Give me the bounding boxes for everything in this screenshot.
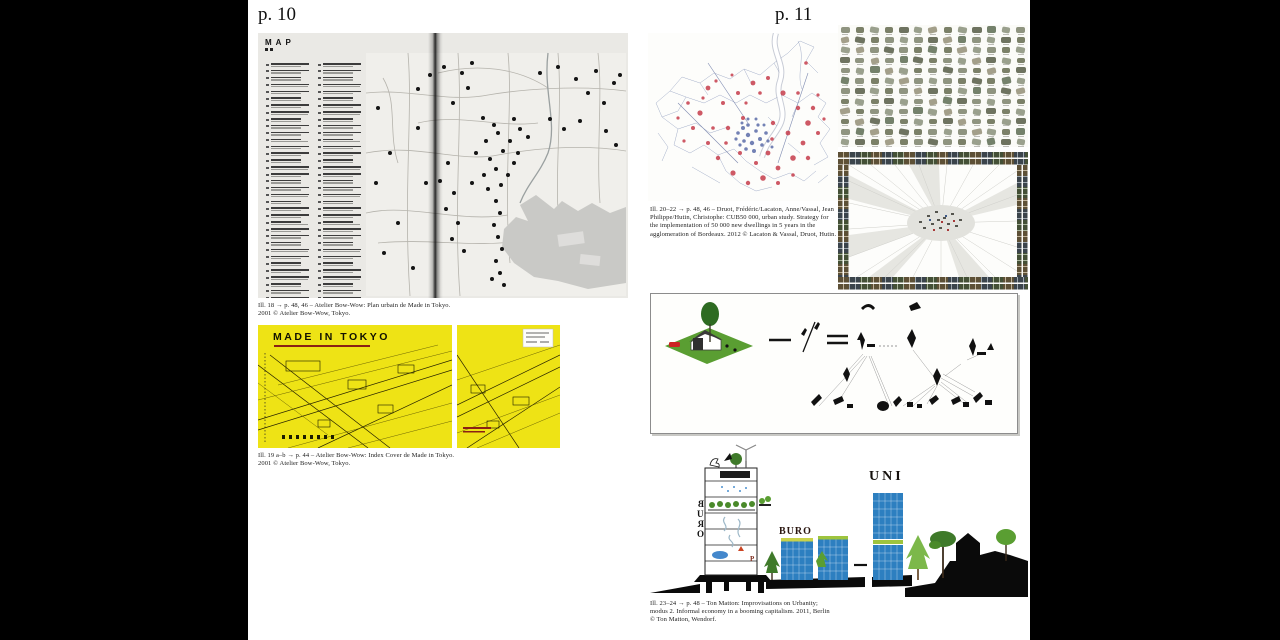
urbanity-drawing — [650, 443, 1028, 597]
building-thumbnail — [1013, 66, 1028, 76]
building-thumbnail — [867, 97, 882, 107]
made-in-tokyo-title: MADE IN TOKYO — [273, 331, 390, 343]
building-thumbnail — [984, 137, 999, 147]
made-in-tokyo-cover-a — [258, 325, 452, 448]
building-thumbnail — [999, 76, 1014, 86]
building-thumbnail — [970, 117, 985, 127]
building-thumbnail — [926, 56, 941, 66]
building-thumbnail — [1013, 56, 1028, 66]
building-thumbnail — [970, 35, 985, 45]
building-thumbnail — [926, 127, 941, 137]
building-thumbnail — [984, 117, 999, 127]
building-thumbnail — [853, 35, 868, 45]
page-number-right: p. 11 — [775, 4, 813, 25]
building-thumbnail — [853, 45, 868, 55]
building-thumbnail — [882, 137, 897, 147]
caption-ill19 — [258, 452, 454, 468]
made-in-tokyo-cover-b — [457, 325, 560, 448]
building-thumbnail — [970, 86, 985, 96]
building-thumbnail — [926, 97, 941, 107]
building-thumbnail — [867, 66, 882, 76]
building-thumbnail — [1013, 86, 1028, 96]
building-thumbnail — [984, 76, 999, 86]
building-thumbnail — [1013, 45, 1028, 55]
building-thumbnail — [1013, 35, 1028, 45]
photo-strip-top — [838, 152, 1028, 165]
building-thumbnail — [940, 117, 955, 127]
building-thumbnail — [970, 97, 985, 107]
building-thumbnail — [970, 76, 985, 86]
building-thumbnail — [999, 45, 1014, 55]
building-thumbnail — [911, 76, 926, 86]
building-thumbnail — [838, 97, 853, 107]
building-thumbnail — [926, 137, 941, 147]
building-thumbnail — [853, 107, 868, 117]
building-thumbnail — [984, 56, 999, 66]
building-thumbnail — [896, 25, 911, 35]
building-thumbnail — [838, 76, 853, 86]
building-thumbnail — [984, 127, 999, 137]
caption-line: modus 2. Informal economy in a booming capitalism. 2011, Berlin — [650, 608, 830, 616]
building-thumbnail — [867, 35, 882, 45]
building-thumbnail — [970, 56, 985, 66]
building-thumbnail — [955, 56, 970, 66]
building-thumbnail — [867, 107, 882, 117]
building-thumbnail — [999, 35, 1014, 45]
building-thumbnail — [940, 97, 955, 107]
building-thumbnail — [984, 86, 999, 96]
building-thumbnail — [970, 137, 985, 147]
uni-tower-label: UNI — [869, 469, 904, 484]
building-thumbnail — [999, 86, 1014, 96]
building-thumbnail — [853, 97, 868, 107]
building-thumbnail — [955, 35, 970, 45]
building-thumbnail — [853, 117, 868, 127]
urbanity-section-illustration-figure — [650, 443, 1028, 597]
building-thumbnail — [911, 66, 926, 76]
building-thumbnail — [896, 97, 911, 107]
caption-ill20-22 — [650, 206, 850, 239]
building-thumbnail — [896, 66, 911, 76]
photo-strip-left — [838, 165, 849, 277]
building-thumbnail — [882, 76, 897, 86]
building-thumbnail — [838, 107, 853, 117]
building-thumbnail — [926, 86, 941, 96]
caption-line: agglomeration of Bordeaux. 2012 © Lacaton & Vassal, Druot, Hutin. — [650, 230, 837, 238]
building-thumbnail — [970, 25, 985, 35]
caption-line: Ill. 20–22 → p. 48, 46 – Druot, Frédéric/Lacaton, Anne/Vassal, Jean — [650, 206, 834, 213]
improvisation-diagram-box-figure — [650, 293, 1018, 434]
building-thumbnail — [911, 35, 926, 45]
building-thumbnail — [896, 117, 911, 127]
building-thumbnail — [911, 107, 926, 117]
building-thumbnail — [940, 76, 955, 86]
building-thumbnail — [896, 127, 911, 137]
building-thumbnail — [940, 86, 955, 96]
building-thumbnail — [911, 137, 926, 147]
building-thumbnail — [940, 35, 955, 45]
building-thumbnail — [882, 107, 897, 117]
building-thumbnail — [940, 66, 955, 76]
building-thumbnail — [955, 107, 970, 117]
building-thumbnail — [940, 45, 955, 55]
building-thumbnail — [896, 35, 911, 45]
building-thumbnail — [838, 35, 853, 45]
building-thumbnail — [882, 86, 897, 96]
building-thumbnail — [882, 66, 897, 76]
building-thumbnail — [984, 35, 999, 45]
caption-ill23-24 — [650, 600, 880, 625]
caption-line: Philippe/Hutin, Christophe: CUB50 000, urban study. Strategy for — [650, 214, 829, 222]
building-thumbnail — [1013, 117, 1028, 127]
photo-strip-right — [1017, 165, 1028, 277]
building-thumbnail — [1013, 127, 1028, 137]
building-thumbnail — [955, 117, 970, 127]
building-thumbnail — [867, 76, 882, 86]
tokyo-map-spread-figure — [258, 33, 628, 298]
building-thumbnail — [970, 45, 985, 55]
caption-line: Ill. 18 → p. 48, 46 – Atelier Bow-Wow: Plan urbain de Made in Tokyo. — [258, 302, 451, 309]
building-thumbnail — [1013, 137, 1028, 147]
building-thumbnail — [984, 107, 999, 117]
building-thumbnail — [896, 86, 911, 96]
building-thumbnail — [1013, 97, 1028, 107]
building-thumbnail — [926, 25, 941, 35]
building-thumbnail — [999, 137, 1014, 147]
buro-tower-label: BURO — [779, 526, 812, 537]
building-thumbnail — [955, 25, 970, 35]
building-thumbnail — [896, 45, 911, 55]
building-thumbnail — [984, 25, 999, 35]
building-thumbnail — [999, 25, 1014, 35]
building-thumbnail — [970, 127, 985, 137]
building-thumbnail — [970, 66, 985, 76]
book-gutter-shadow — [428, 33, 443, 298]
building-thumbnail — [955, 45, 970, 55]
photo-strip-bottom — [838, 277, 1028, 290]
building-thumbnail — [999, 97, 1014, 107]
building-thumbnail — [955, 127, 970, 137]
building-thumbnail — [999, 107, 1014, 117]
building-thumbnail — [853, 76, 868, 86]
building-thumbnail — [882, 45, 897, 55]
building-thumbnail — [911, 56, 926, 66]
building-thumbnail — [882, 97, 897, 107]
building-thumbnail — [838, 25, 853, 35]
building-thumbnail — [838, 45, 853, 55]
caption-line: 2001 © Atelier Bow-Wow, Tokyo. — [258, 310, 351, 318]
building-thumbnail — [853, 66, 868, 76]
building-thumbnail — [1013, 76, 1028, 86]
building-thumbnail — [867, 117, 882, 127]
caption-line: Ill. 19 a–b → p. 44 – Atelier Bow-Wow: Index Cover de Made in Tokyo. — [258, 452, 455, 459]
tokyo-map-drawing — [258, 33, 628, 298]
building-thumbnail — [970, 107, 985, 117]
building-thumbnail — [940, 137, 955, 147]
building-thumbnail — [999, 66, 1014, 76]
building-thumbnail — [911, 127, 926, 137]
cover-b-drawing — [457, 325, 560, 448]
document-page — [248, 0, 1030, 640]
building-thumbnail — [955, 76, 970, 86]
building-thumbnail — [838, 86, 853, 96]
building-thumbnail — [882, 35, 897, 45]
building-thumbnail — [853, 56, 868, 66]
building-thumbnail — [940, 127, 955, 137]
page-number-left: p. 10 — [258, 4, 296, 25]
building-thumbnails-grid-figure — [838, 25, 1028, 147]
building-thumbnail — [984, 66, 999, 76]
equation-diagram-drawing — [651, 294, 1017, 433]
caption-line: Ill. 23–24 → p. 48 – Ton Matton: Improvisations on Urbanity; — [650, 600, 818, 607]
building-thumbnail — [940, 25, 955, 35]
caption-line: the implementation of 50 000 new dwellings in 5 years in the — [650, 222, 816, 230]
photo-border-map-figure — [838, 152, 1028, 290]
building-thumbnail — [926, 66, 941, 76]
building-thumbnail — [911, 97, 926, 107]
building-thumbnail — [926, 45, 941, 55]
tower-label-buro-vertical: B U R O — [697, 499, 705, 539]
building-thumbnail — [926, 76, 941, 86]
building-thumbnail — [838, 127, 853, 137]
building-thumbnail — [896, 76, 911, 86]
caption-line: © Ton Matton, Wendorf. — [650, 616, 717, 624]
building-thumbnail — [853, 86, 868, 96]
parking-label: P — [750, 555, 755, 563]
building-thumbnail — [911, 117, 926, 127]
map-header-text: MAP — [265, 38, 295, 47]
building-thumbnail — [853, 25, 868, 35]
building-thumbnail — [882, 117, 897, 127]
building-thumbnail — [911, 25, 926, 35]
building-thumbnail — [867, 137, 882, 147]
cover-a-drawing — [258, 325, 452, 448]
building-thumbnail — [940, 56, 955, 66]
building-thumbnail — [911, 45, 926, 55]
building-thumbnail — [867, 25, 882, 35]
building-thumbnail — [999, 56, 1014, 66]
building-thumbnail — [955, 137, 970, 147]
building-thumbnail — [838, 137, 853, 147]
bordeaux-map-drawing — [648, 33, 838, 201]
building-thumbnail — [867, 86, 882, 96]
building-thumbnail — [926, 107, 941, 117]
building-thumbnail — [896, 56, 911, 66]
building-thumbnail — [940, 107, 955, 117]
building-thumbnail — [1013, 25, 1028, 35]
building-thumbnail — [882, 25, 897, 35]
building-thumbnail — [911, 86, 926, 96]
building-thumbnail — [867, 56, 882, 66]
building-thumbnail — [867, 45, 882, 55]
building-thumbnail — [955, 86, 970, 96]
building-thumbnail — [882, 56, 897, 66]
building-thumbnail — [1013, 107, 1028, 117]
photo-border-center-drawing — [849, 165, 1017, 277]
building-thumbnail — [955, 66, 970, 76]
caption-ill18 — [258, 302, 450, 318]
building-thumbnail — [896, 107, 911, 117]
building-thumbnail — [955, 97, 970, 107]
bordeaux-network-map-figure — [648, 33, 838, 201]
building-thumbnail — [999, 127, 1014, 137]
building-thumbnail — [999, 117, 1014, 127]
building-thumbnail — [926, 117, 941, 127]
building-thumbnail — [853, 137, 868, 147]
caption-line: 2001 © Atelier Bow-Wow, Tokyo. — [258, 460, 351, 468]
building-thumbnail — [853, 127, 868, 137]
building-thumbnail — [984, 97, 999, 107]
building-thumbnail — [838, 66, 853, 76]
building-thumbnail — [867, 127, 882, 137]
building-thumbnail — [838, 117, 853, 127]
building-thumbnail — [984, 45, 999, 55]
building-thumbnail — [896, 137, 911, 147]
made-in-tokyo-authors-line — [274, 345, 370, 347]
building-thumbnail — [838, 56, 853, 66]
building-thumbnail — [926, 35, 941, 45]
building-thumbnail — [882, 127, 897, 137]
